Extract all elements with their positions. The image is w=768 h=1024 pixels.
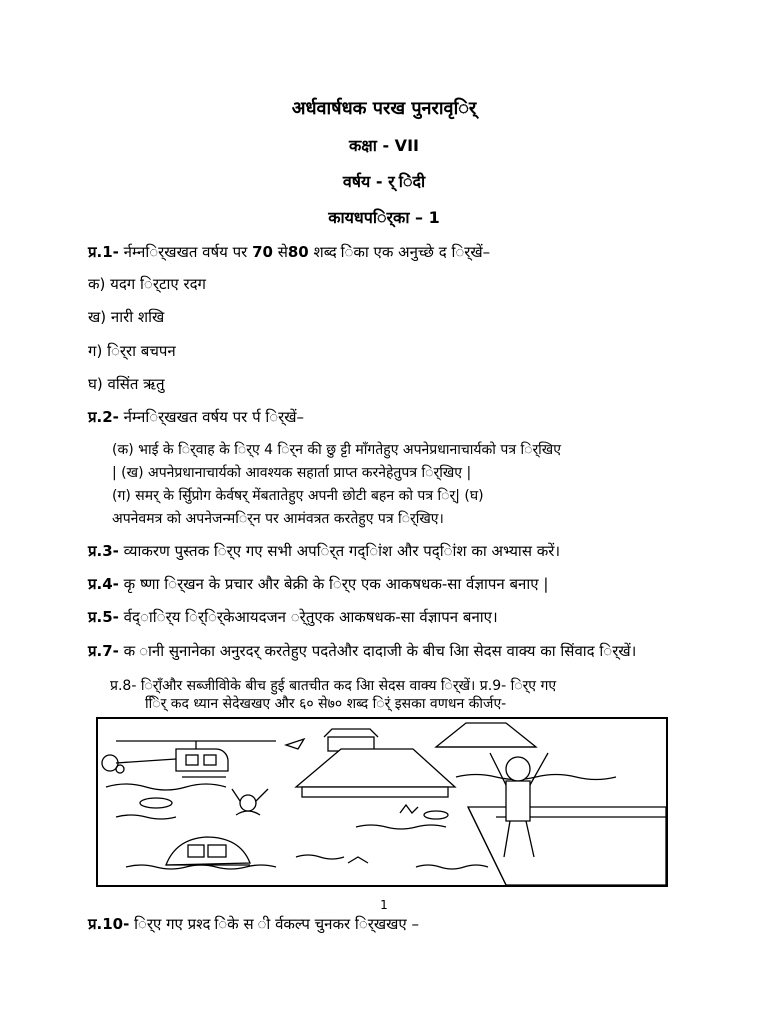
question-2 <box>88 407 304 427</box>
q1-num-b: 80 <box>287 243 309 261</box>
subject-line: वर्षय - र् िंदी <box>342 172 426 191</box>
q3-text: व्याकरण पुस्तक र्िए गए सभी अपर्ित गद्ािंश और पद्ािंश का अभ्यास करें। <box>118 542 561 560</box>
class-line: कक्षा - VII <box>349 136 419 155</box>
q2-line-1: (क) भाई के र्िवाह के र्िए 4 र्िन की छु ट्टी माँगतेहुए अपनेप्रधानाचार्यको पत्र र्िखिए <box>112 442 561 458</box>
worksheet-title: अर्धवार्षधक परख पुनरावृर्ि <box>291 98 477 119</box>
q5-prefix: प्र.5- <box>88 608 119 626</box>
question-7 <box>88 641 636 661</box>
flood-illustration <box>96 717 668 887</box>
q1-option-d: घ) वसिंत ऋतु <box>88 375 165 393</box>
q3-prefix: प्र.3- <box>88 542 119 560</box>
q7-text: क ानी सुनानेका अनुरदर् करतेहुए पदतेऔर दादाजी के बीच आि सेदस वाक्य का सिंवाद र्िखें। <box>118 642 637 660</box>
q2-line-3: (ग) समर् के र्सिुप्रोग केर्वषर् मेंबतातेहुए अपनी छोटी बहन को पत्र र्ि| (घ) <box>112 488 484 504</box>
question-5 <box>88 607 498 627</box>
question-10 <box>88 914 419 934</box>
q4-text: कृ ष्णा र्िखन के प्रचार और बेक्री के र्िए एक आकषधक-सा र्वज्ञापन बनाए | <box>118 575 549 593</box>
question-1 <box>88 242 490 262</box>
q1-tail: शब्द िंका एक अनुच्छे द र्िखें– <box>308 243 491 261</box>
q1-option-a: क) यदग र्िटाए रदग <box>88 275 207 293</box>
q10-text: र्िए गए प्रश्द िंके स ी र्वकल्प चुनकर र्िखखए – <box>129 915 419 933</box>
question-8-line-1: प्र.8- र्िाँऔर सब्जीवािेके बीच हुई बातचीत कद आि सेदस वाक्य र्िखें। प्र.9- र्िए गए <box>110 678 557 694</box>
page-number: 1 <box>380 898 388 912</box>
q2-line-2: | (ख) अपनेप्रधानाचार्यको आवश्यक सहार्ता प्राप्त करनेहेतुपत्र र्िखिए | <box>112 465 472 481</box>
q2-line-4: अपनेवमत्र को अपनेजन्मर्िन पर आमंवत्रत करतेहुए पत्र र्िखिए। <box>112 511 444 527</box>
q7-prefix: प्र.7- <box>88 642 119 660</box>
question-4 <box>88 574 548 594</box>
q1-option-b: ख) नारी शखि <box>88 308 165 326</box>
q4-prefix: प्र.4- <box>88 575 119 593</box>
q1-mid: से <box>272 243 288 261</box>
q5-text: र्वद्ार्िय र्िर्िकेआयदजन र्ेतुएक आकषधक-सा र्वज्ञापन बनाए। <box>118 608 498 626</box>
q2-prefix: प्र.2- <box>88 408 119 426</box>
q1-num-a: 70 <box>252 243 273 261</box>
q10-prefix: प्र.10- <box>88 915 130 933</box>
q2-text: र्नम्नर्िखखत वर्षय पर र्प र्िखें– <box>118 408 305 426</box>
q1-text: र्नम्नर्िखखत वर्षय पर <box>118 243 253 261</box>
q1-option-c: ग) र्िरा बचपन <box>88 342 176 360</box>
worksheet-number: कायधपर्िका – 1 <box>328 208 440 227</box>
q1-prefix: प्र.1- <box>88 243 119 261</box>
question-8-line-2: र्िि कद ध्यान सेदेखखए और ६० से७० शब्द र्िं इसका वणधन कीर्जए- <box>145 696 507 712</box>
question-3 <box>88 541 560 561</box>
